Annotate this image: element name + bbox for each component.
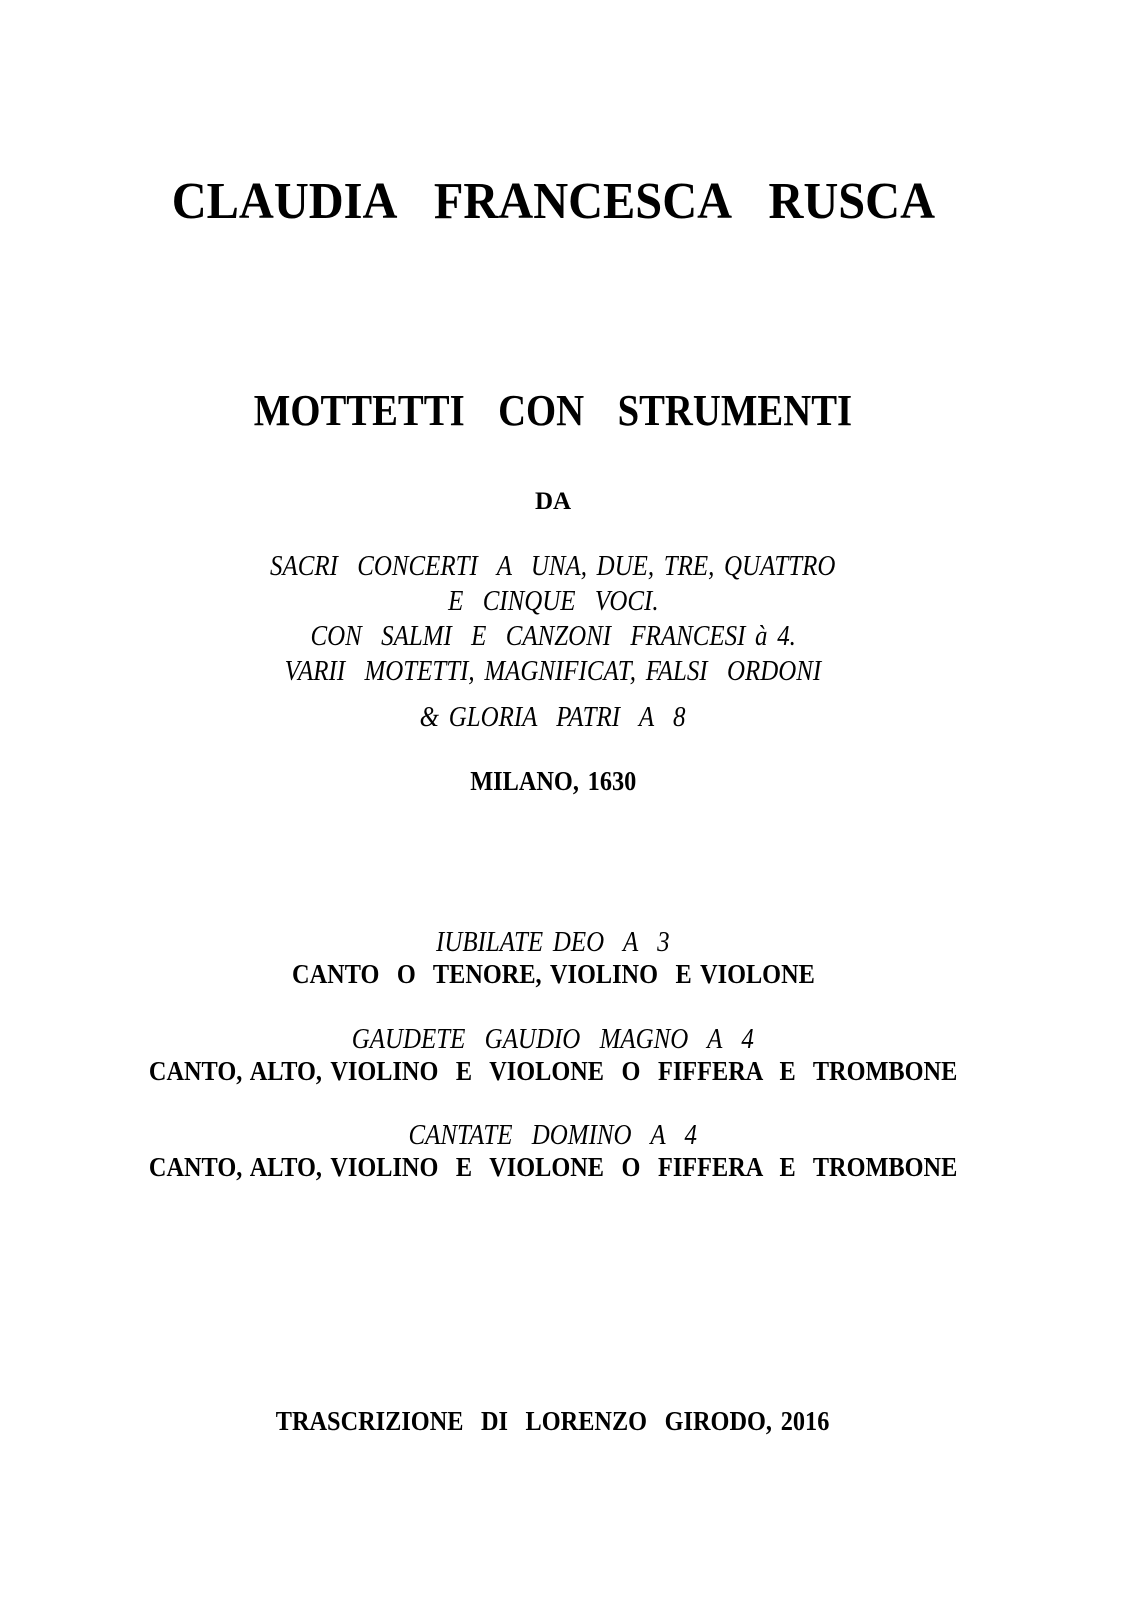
source-line-text: SACRI CONCERTI A UNA, DUE, TRE, QUATTRO bbox=[270, 550, 836, 582]
piece-scoring-text: CANTO, ALTO, VIOLINO E VIOLONE O FIFFERA E TROMBONE bbox=[148, 1056, 958, 1086]
source-line bbox=[0, 552, 1106, 581]
piece-scoring-text: CANTO O TENORE, VIOLINO E VIOLONE bbox=[291, 959, 815, 989]
piece-title bbox=[0, 1025, 1106, 1054]
from-label-text: DA bbox=[534, 488, 572, 515]
publication-info bbox=[0, 768, 1106, 795]
composer-text: CLAUDIA FRANCESCA RUSCA bbox=[171, 173, 935, 230]
composer-name bbox=[0, 173, 1106, 230]
piece-title-text: GAUDETE GAUDIO MAGNO A 4 bbox=[351, 1023, 755, 1055]
source-line bbox=[0, 657, 1106, 686]
transcription-credit bbox=[0, 1408, 1106, 1435]
source-line bbox=[0, 703, 1106, 732]
piece-scoring-text: CANTO, ALTO, VIOLINO E VIOLONE O FIFFERA E TROMBONE bbox=[148, 1152, 958, 1182]
source-line-text: CON SALMI E CANZONI FRANCESI à 4. bbox=[310, 620, 796, 652]
work-title bbox=[0, 386, 1106, 435]
piece-title bbox=[0, 928, 1106, 957]
from-label bbox=[0, 489, 1106, 514]
source-line bbox=[0, 622, 1106, 651]
piece-scoring bbox=[0, 1154, 1106, 1181]
work-title-text: MOTTETTI CON STRUMENTI bbox=[253, 386, 853, 435]
source-line-text: E CINQUE VOCI. bbox=[447, 585, 659, 617]
source-line-text: VARII MOTETTI, MAGNIFICAT, FALSI ORDONI bbox=[284, 655, 822, 687]
piece-title-text: CANTATE DOMINO A 4 bbox=[408, 1119, 698, 1151]
piece-title-text: IUBILATE DEO A 3 bbox=[436, 926, 670, 958]
piece-title bbox=[0, 1121, 1106, 1150]
source-line-text: & GLORIA PATRI A 8 bbox=[420, 701, 686, 733]
piece-scoring bbox=[0, 961, 1106, 988]
piece-scoring bbox=[0, 1058, 1106, 1085]
credit-text: TRASCRIZIONE DI LORENZO GIRODO, 2016 bbox=[276, 1406, 830, 1436]
publication-text: MILANO, 1630 bbox=[469, 766, 637, 796]
source-line bbox=[0, 587, 1106, 616]
